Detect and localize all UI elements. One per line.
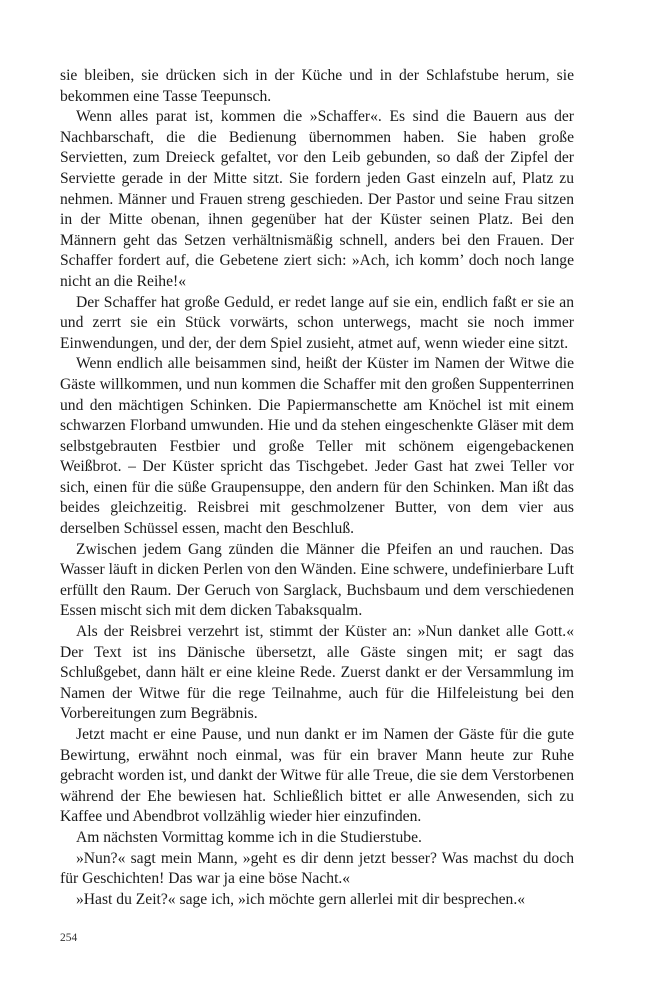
- paragraph: Jetzt macht er eine Pause, und nun dankt er im Namen der Gäste für die gute Bewirtung, erwähnt noch einmal, was für ein braver Mann heute zur Ruhe gebracht worden ist, und dankt der Witwe für alle Treue, die sie dem Verstorbenen während der Ehe bewiesen hat. Schließlich bittet er alle Anwesenden, sich zu Kaffee und Abendbrot vollzählig wieder hier einzufinden.: [60, 726, 574, 826]
- page-number: 254: [60, 932, 78, 944]
- paragraph: Am nächsten Vormittag komme ich in die Studierstube.: [76, 828, 422, 846]
- paragraph: Als der Reisbrei verzehrt ist, stimmt der Küster an: »Nun danket alle Gott.« Der Text ist ins Dänische übersetzt, alle Gäste singen mit; er sagt das Schlußgebet, dann hält er eine kleine Rede. Zuerst dankt er der Versammlung im Namen der Witwe für die rege Teilnahme, auch für die Hilfeleistung bei den Vorbereitungen zum Begräbnis.: [60, 623, 574, 723]
- paragraph: Wenn alles parat ist, kommen die »Schaffer«. Es sind die Bauern aus der Nachbarschaft, die die Bedienung übernommen haben. Sie haben große Servietten, zum Dreieck gefaltet, vor den Leib gebunden, so daß der Zipfel der Serviette gerade in der Mitte sitzt. Sie fordern jeden Gast einzeln auf, Platz zu nehmen. Männer und Frauen streng geschieden. Der Pastor und seine Frau sitzen in der Mitte obenan, ihnen gegenüber hat der Küster seinen Platz. Bei den Männern geht das Setzen verhältnismäßig schnell, anders bei den Frauen. Der Schaffer fordert auf, die Gebetene ziert sich: »Ach, ich komm’ doch noch lange nicht an die Reihe!«: [60, 108, 574, 290]
- paragraph: Wenn endlich alle beisammen sind, heißt der Küster im Namen der Witwe die Gäste willkommen, und nun kommen die Schaffer mit den großen Suppenterrinen und den mächtigen Schinken. Die Papiermanschette am Knöchel ist mit einem schwarzen Florband umwunden. Hie und da stehen eingeschenkte Gläser mit dem selbstgebrauten Festbier und große Teller mit schönem eigengebackenen Weißbrot. – Der Küster spricht das Tischgebet. Jeder Gast hat zwei Teller vor sich, einen für die süße Graupensuppe, den andern für den Schinken. Man ißt das beides gleichzeitig. Reisbrei mit geschmolzener Butter, von dem vier aus derselben Schüssel essen, macht den Beschluß.: [60, 355, 574, 538]
- paragraph: sie bleiben, sie drücken sich in der Küche und in der Schlafstube herum, sie bekommen eine Tasse Teepunsch.: [60, 67, 574, 105]
- body-text: [60, 66, 574, 910]
- paragraph: Zwischen jedem Gang zünden die Männer die Pfeifen an und rauchen. Das Wasser läuft in dicken Perlen von den Wänden. Eine schwere, undefinierbare Luft erfüllt den Raum. Der Geruch von Sarglack, Buchsbaum und dem verschiedenen Essen mischt sich mit dem dicken Tabaksqualm.: [60, 540, 574, 620]
- paragraph: »Hast du Zeit?« sage ich, »ich möchte gern allerlei mit dir besprechen.«: [76, 890, 526, 908]
- paragraph: »Nun?« sagt mein Mann, »geht es dir denn jetzt besser? Was machst du doch für Geschichten! Das war ja eine böse Nacht.«: [60, 849, 574, 888]
- paragraph: Der Schaffer hat große Geduld, er redet lange auf sie ein, endlich faßt er sie an und zerrt sie ein Stück vorwärts, schon unterwegs, macht sie noch immer Einwendungen, und der, der dem Spiel zusieht, atmet auf, wenn wieder eine sitzt.: [60, 293, 574, 352]
